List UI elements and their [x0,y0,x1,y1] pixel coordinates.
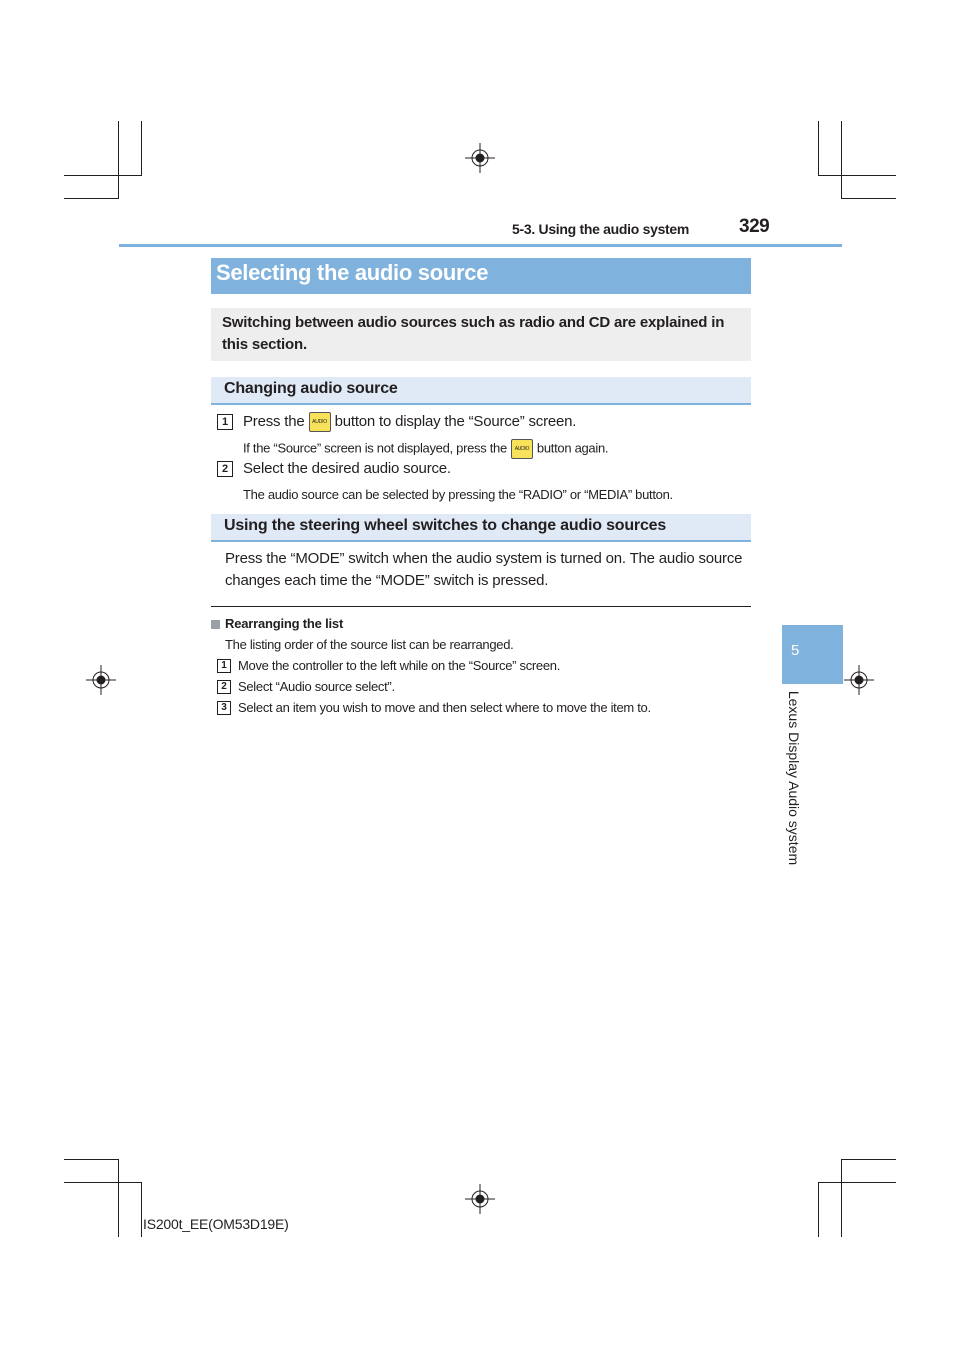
step-number: 2 [217,461,233,477]
intro-text: Switching between audio sources such as radio and CD are explained in this section. [222,314,725,353]
step-number: 3 [217,701,231,715]
square-bullet-icon [211,620,220,629]
audio-button-icon: AUDIO [511,439,533,459]
audio-button-icon: AUDIO [309,412,331,432]
crop-mark [64,1182,142,1183]
section-path: 5-3. Using the audio system [512,221,690,237]
step-note [243,439,608,459]
crop-mark [818,1182,819,1237]
header-rule [119,244,842,247]
registration-mark-icon [844,665,874,695]
footer-code: IS200t_EE(OM53D19E) [143,1216,289,1232]
crop-mark [818,175,896,176]
section-divider [211,606,751,607]
step-text: Select an item you wish to move and then select where to move the item to. [238,700,651,715]
crop-mark [141,121,142,176]
step-note-before: If the “Source” screen is not displayed, press the [243,440,507,456]
registration-mark-icon [465,1184,495,1214]
crop-mark [841,121,842,199]
crop-mark [118,121,119,199]
step-text [243,412,576,432]
step-text: Move the controller to the left while on the “Source” screen. [238,658,561,673]
crop-mark [141,1182,142,1237]
crop-mark [841,1159,842,1237]
crop-mark [841,198,896,199]
steering-body-text: Press the “MODE” switch when the audio system is turned on. The audio source changes each time the “MODE” switch is pressed. [225,550,743,589]
step-text-after: button to display the “Source” screen. [334,412,577,430]
step-note: The audio source can be selected by pressing the “RADIO” or “MEDIA” button. [243,487,673,502]
crop-mark [818,121,819,176]
crop-mark [118,1159,119,1237]
registration-mark-icon [86,665,116,695]
step-text-before: Press the [243,412,305,430]
step-text: Select the desired audio source. [243,460,451,477]
crop-mark [64,1159,119,1160]
step-text: Select “Audio source select”. [238,679,395,694]
rearranging-heading: Rearranging the list [225,616,344,631]
crop-mark [64,175,142,176]
step-number: 1 [217,659,231,673]
crop-mark [64,198,119,199]
step-note-after: button again. [536,440,609,456]
subsection-heading-steering: Using the steering wheel switches to change audio sources [224,517,667,534]
step-number: 2 [217,680,231,694]
registration-mark-icon [465,143,495,173]
chapter-number: 5 [791,642,800,659]
step-number: 1 [217,414,233,430]
page-number: 329 [739,216,770,237]
crop-mark [841,1159,896,1160]
chapter-title: Lexus Display Audio system [786,690,802,866]
subsection-heading-changing: Changing audio source [224,380,398,397]
rearranging-intro: The listing order of the source list can be rearranged. [225,637,514,652]
crop-mark [818,1182,896,1183]
page-title: Selecting the audio source [216,260,489,285]
